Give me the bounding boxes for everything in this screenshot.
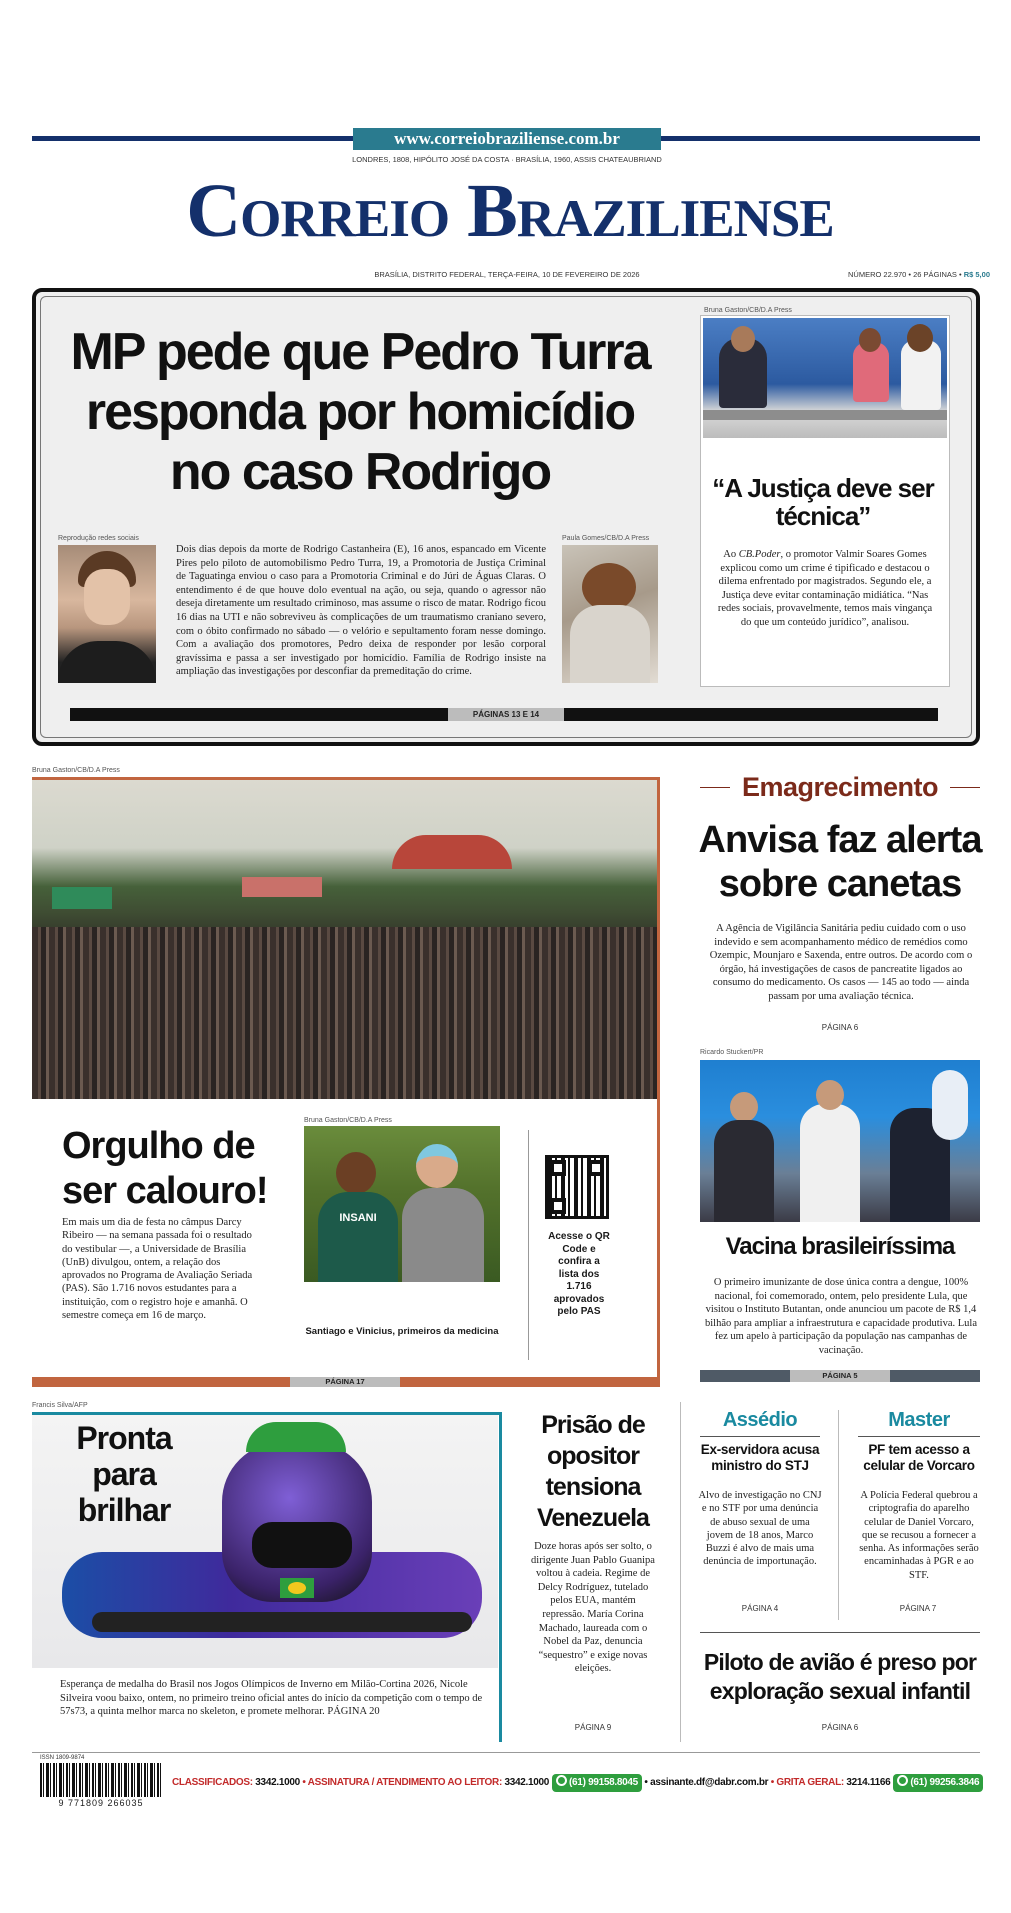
crowd-photo-credit: Bruna Gaston/CB/D.A Press [32, 767, 120, 774]
assedio-rule [700, 1436, 820, 1437]
cbpoder-studio-photo [703, 318, 947, 438]
skeleton-body: Esperança de medalha do Brasil nos Jogos Olímpicos de Inverno em Milão-Cortina 2026, Nicole Silveira voou baixo, ontem, no primeiro treino oficial antes do início da competição com o tempo de 57s73, a quinta melhor marca no skeleton, e promete melhorar. PÁGINA 20 [60, 1679, 483, 1718]
dateline: BRASÍLIA, DISTRITO FEDERAL, TERÇA-FEIRA, 10 DE FEVEREIRO DE 2026 [374, 270, 640, 279]
venezuela-page[interactable]: PÁGINA 9 [574, 1723, 612, 1732]
edition-info [780, 270, 990, 279]
piloto-top-rule [700, 1632, 980, 1633]
master-kicker[interactable]: Master [888, 1409, 950, 1431]
sidebox-body [712, 548, 938, 630]
assinatura-phone[interactable]: 3342.1000 [504, 1777, 550, 1788]
col-divider [680, 1402, 681, 1742]
sidebox-body-text: , o promotor Valmir Soares Gomes explicou como um crime é tipificado e destacou o dilema enfrentado por magistrados. Segundo ele, a Justiça deve evitar contaminação midiática. “Nas redes sociais, provavelmente, temos mais vingança do que um conteúdo jurídico”, analisou. [717, 549, 933, 628]
shirt-text: INSANI [339, 1212, 377, 1224]
assedio-headline[interactable]: Ex-servidora acusa ministro do STJ [700, 1442, 820, 1473]
sidebox-body-prefix: Ao [723, 549, 737, 560]
pedro-photo-credit: Paula Gomes/CB/D.A Press [562, 535, 650, 542]
rodrigo-photo [58, 545, 156, 683]
founders-line: LONDRES, 1808, HIPÓLITO JOSÉ DA COSTA · BRASÍLIA, 1960, ASSIS CHATEAUBRIAND [352, 155, 662, 164]
whatsapp-icon [897, 1775, 908, 1786]
lead-pages-label[interactable]: PÁGINAS 13 E 14 [448, 708, 564, 721]
lead-headline[interactable]: MP pede que Pedro Turra responda por homicídio no caso Rodrigo [70, 323, 650, 501]
master-page[interactable]: PÁGINA 7 [899, 1604, 937, 1613]
master-headline[interactable]: PF tem acesso a celular de Vorcaro [863, 1442, 975, 1473]
price: R$ 5,00 [963, 270, 990, 279]
vacina-body: O primeiro imunizante de dose única contra a dengue, 100% nacional, foi comemorado, ontem, pelo presidente Lula, que visitou o Instituto Butantan, onde anunciou um pacote de R$ 1,4 bilhão para ampliar a infraestrutura e capacidade produtiva. Lula fez um apelo à participação da população nas campanhas de vacinação. [705, 1277, 977, 1356]
classificados-label: CLASSIFICADOS: [172, 1777, 253, 1788]
vacina-headline[interactable]: Vacina brasileiríssima [725, 1233, 955, 1260]
website-url[interactable]: www.correiobraziliense.com.br [353, 128, 661, 150]
master-rule [858, 1436, 980, 1437]
whatsapp-icon [556, 1775, 567, 1786]
whatsapp-number-2: (61) 99256.3846 [910, 1777, 980, 1788]
vacina-photo-credit: Ricardo Stuckert/PR [700, 1049, 764, 1056]
whatsapp-badge-2[interactable] [893, 1774, 983, 1792]
calouro-page-label[interactable]: PÁGINA 17 [290, 1377, 400, 1387]
calouro-body: Em mais um dia de festa no câmpus Darcy Ribeiro — na semana passada foi o resultado do vestibular —, a Universidade de Brasília (UnB) divulgou, ontem, a relação dos aprovados no Programa de Avaliação Seriada (PAS). São 1.716 novos estudantes para a instituição, com o registro hoje e amanhã. O semestre começa em 16 de março. [62, 1217, 253, 1322]
butantan-photo [700, 1060, 980, 1222]
assinante-email[interactable]: • assinante.df@dabr.com.br [644, 1777, 769, 1788]
anvisa-headline[interactable]: Anvisa faz alerta sobre canetas [698, 819, 982, 905]
sidebox-quote[interactable]: “A Justiça deve ser técnica” [712, 473, 934, 531]
grita-label: • GRITA GERAL: [770, 1777, 844, 1788]
edition-number: NÚMERO 22.970 • 26 PÁGINAS • [847, 270, 962, 279]
issn: ISSN 1809-9874 [40, 1755, 85, 1761]
whatsapp-number-1: (61) 99158.8045 [569, 1777, 638, 1788]
grita-phone[interactable]: 3214.1166 [846, 1777, 891, 1788]
assedio-master-divider [838, 1410, 839, 1620]
vacina-page-label[interactable]: PÁGINA 5 [790, 1370, 890, 1382]
assedio-body: Alvo de investigação no CNJ e no STF por uma denúncia de abuso sexual de uma jovem de 18 anos, Marco Buzzi é alvo de mais uma denúncia de importunação. [698, 1490, 822, 1568]
lead-photo-credit: Reprodução redes sociais [58, 535, 139, 542]
footer-rule [32, 1752, 980, 1753]
piloto-page[interactable]: PÁGINA 6 [821, 1723, 859, 1732]
footer-contacts [172, 1774, 982, 1794]
sidebox-photo-credit: Bruna Gaston/CB/D.A Press [704, 307, 792, 314]
qr-divider [528, 1130, 529, 1360]
calouro-headline[interactable]: Orgulho de ser calouro! [62, 1125, 268, 1212]
piloto-headline[interactable]: Piloto de avião é preso por exploração sexual infantil [703, 1649, 977, 1704]
barcode[interactable] [40, 1763, 162, 1797]
skeleton-headline[interactable]: Pronta para brilhar [76, 1420, 172, 1528]
master-body: A Polícia Federal quebrou a criptografia do aparelho celular de Daniel Vorcaro, que se recusou a fornecer a senha. As informações serão encaminhadas à PGR e ao STF. [859, 1490, 979, 1581]
assedio-kicker[interactable]: Assédio [722, 1409, 798, 1431]
barcode-number: 9 771809 266035 [58, 1798, 144, 1808]
skeleton-photo-credit: Francis Silva/AFP [32, 1402, 88, 1409]
qr-code[interactable] [545, 1155, 609, 1219]
lead-body: Dois dias depois da morte de Rodrigo Castanheira (E), 16 anos, espancado em Vicente Pires pelo piloto de automobilismo Pedro Turra, 19, a Promotoria de Justiça Criminal de Taguatinga enviou o caso para a Promotoria Criminal e do Júri de Águas Claras. O entendimento é de que houve dolo eventual na ação, ou seja, quando o agressor não deseja diretamente um resultado criminoso, mas assume o risco de matar. Rodrigo ficou 16 dias na UTI e não sobreviveu às complicações de um traumatismo craniano severo, com o óbito confirmado no sábado — o velório e sepultamento foram nesse domingo. Com a avaliação dos promotores, Pedro deixa de responder por lesão corporal gravíssima e passa a ser investigado por homicídio. Família de Rodrigo insiste na ampliação das investigações por desconfiar da premeditação do crime. [176, 544, 546, 678]
venezuela-headline[interactable]: Prisão de opositor tensiona Venezuela [537, 1411, 649, 1532]
venezuela-body: Doze horas após ser solto, o dirigente Juan Pablo Guanipa voltou à cadeia. Regime de Delcy Rodríguez, tutelado pelos EUA, mantém repressão. María Corina Machado, laureada com o Nobel da Paz, denuncia “sequestro” e exige novas eleições. [531, 1541, 655, 1675]
anvisa-page[interactable]: PÁGINA 6 [821, 1023, 859, 1032]
whatsapp-badge-1[interactable] [552, 1774, 642, 1792]
sidebox-show-name: CB.Poder [738, 549, 781, 560]
classificados-phone[interactable]: 3342.1000 [255, 1777, 300, 1788]
qr-text: Acesse o QR Code e confira a lista dos 1.716 aprovados pelo PAS [548, 1231, 610, 1317]
newspaper-logo[interactable]: Correio Braziliense [186, 169, 834, 253]
inset-caption: Santiago e Vinicius, primeiros da medicina [305, 1326, 499, 1337]
anvisa-kicker[interactable]: Emagrecimento [730, 772, 950, 802]
anvisa-body: A Agência de Vigilância Sanitária pediu cuidado com o uso indevido e sem acompanhamento médico de remédios como Ozempic, Mounjaro e Saxenda, entre outros. De acordo com o órgão, há investigações de casos de pancreatite ligados ao consumo do medicamento. Os casos — 145 ao todo — ainda passam por uma avaliação técnica. [709, 923, 973, 1002]
santiago-vinicius-photo [304, 1126, 500, 1282]
assinatura-label: • ASSINATURA / ATENDIMENTO AO LEITOR: [302, 1777, 502, 1788]
inset-photo-credit: Bruna Gaston/CB/D.A Press [304, 1117, 392, 1124]
assedio-page[interactable]: PÁGINA 4 [741, 1604, 779, 1613]
pedro-photo [562, 545, 658, 683]
